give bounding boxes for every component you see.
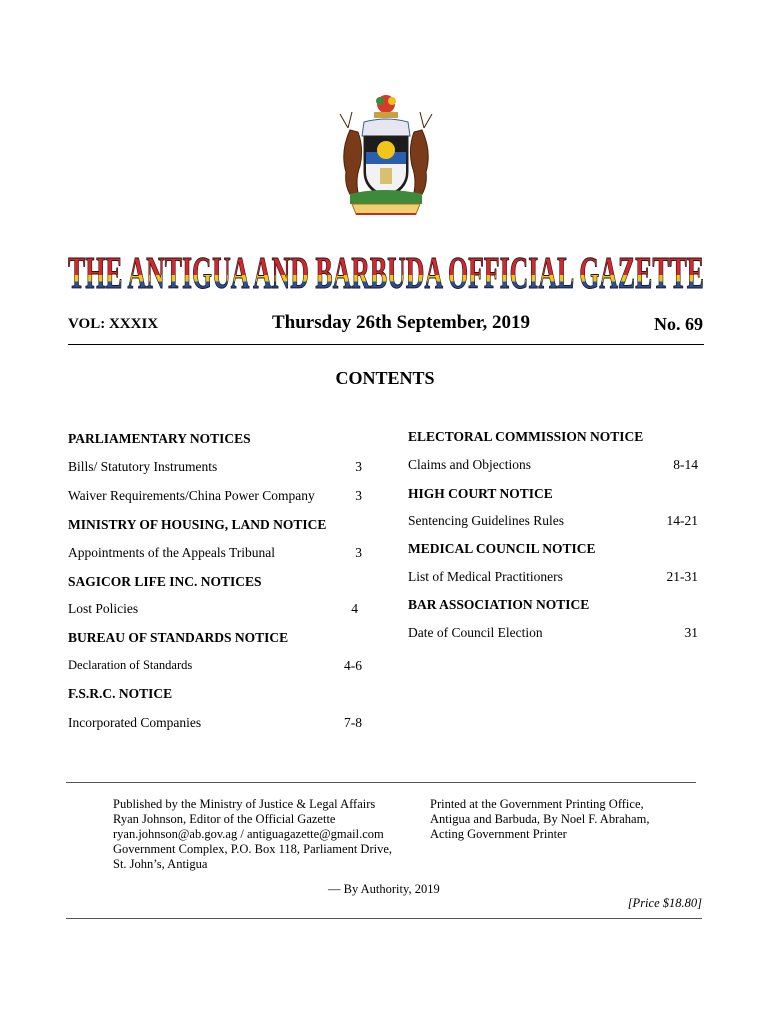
editor-line: Ryan Johnson, Editor of the Official Gazette [113, 812, 336, 826]
price-label: [Price $18.80] [627, 896, 702, 910]
section-medical: MEDICAL COUNCIL NOTICE [408, 541, 596, 556]
authority-line: — By Authority, 2019 [328, 882, 440, 896]
header-divider [68, 344, 704, 345]
masthead-title [66, 246, 706, 296]
contents-title: CONTENTS [335, 368, 435, 388]
toc-item: Appointments of the Appeals Tribunal [68, 545, 275, 560]
email-line: ryan.johnson@ab.gov.ag / antiguagazette@gmail.com [113, 827, 384, 841]
volume-label: VOL: XXXIX [68, 316, 159, 332]
toc-item: Date of Council Election [408, 625, 543, 640]
section-sagicor: SAGICOR LIFE INC. NOTICES [68, 574, 262, 589]
issue-date: Thursday 26th September, 2019 [272, 312, 530, 333]
toc-item: Claims and Objections [408, 457, 531, 472]
toc-item: Sentencing Guidelines Rules [408, 513, 564, 528]
publisher-info [113, 797, 392, 872]
section-fsrc: F.S.R.C. NOTICE [68, 686, 173, 701]
printer-line: Printed at the Government Printing Office, [430, 797, 644, 811]
section-standards: BUREAU OF STANDARDS NOTICE [68, 630, 289, 645]
toc-page: 21-31 [666, 569, 698, 584]
toc-page: 4-6 [344, 658, 362, 673]
toc-page: 7-8 [344, 715, 362, 730]
section-housing: MINISTRY OF HOUSING, LAND NOTICE [68, 517, 327, 532]
publisher-line: Published by the Ministry of Justice & Legal Affairs [113, 797, 376, 811]
section-parliamentary: PARLIAMENTARY NOTICES [68, 431, 251, 446]
section-high-court: HIGH COURT NOTICE [408, 486, 553, 501]
toc-item: Declaration of Standards [68, 658, 193, 672]
coat-of-arms-icon [330, 92, 442, 220]
toc-item: Waiver Requirements/China Power Company [68, 488, 315, 503]
svg-text:THE ANTIGUA AND BARBUDA OFFICI: THE ANTIGUA AND BARBUDA OFFICIAL GAZETTE [68, 247, 704, 296]
address-line: Government Complex, P.O. Box 118, Parliament Drive, [113, 842, 393, 856]
toc-page: 3 [355, 545, 362, 560]
toc-item: Lost Policies [68, 601, 139, 616]
printer-line: Acting Government Printer [430, 827, 567, 841]
section-bar: BAR ASSOCIATION NOTICE [408, 597, 590, 612]
toc-page: 8-14 [673, 457, 698, 472]
toc-page: 14-21 [666, 513, 698, 528]
printer-line: Antigua and Barbuda, By Noel F. Abraham, [430, 812, 650, 826]
toc-item: List of Medical Practitioners [408, 569, 563, 584]
footer-divider [66, 782, 696, 783]
printer-info [430, 797, 649, 842]
toc-page: 3 [355, 488, 362, 503]
toc-item: Incorporated Companies [68, 715, 202, 730]
bottom-divider [66, 918, 702, 919]
section-electoral: ELECTORAL COMMISSION NOTICE [408, 429, 644, 444]
toc-page: 4 [351, 601, 358, 616]
issue-number: No. 69 [654, 314, 703, 334]
toc-item: Bills/ Statutory Instruments [68, 459, 218, 474]
toc-page: 3 [355, 459, 362, 474]
toc-page: 31 [684, 625, 698, 640]
city-line: St. John’s, Antigua [113, 857, 208, 871]
